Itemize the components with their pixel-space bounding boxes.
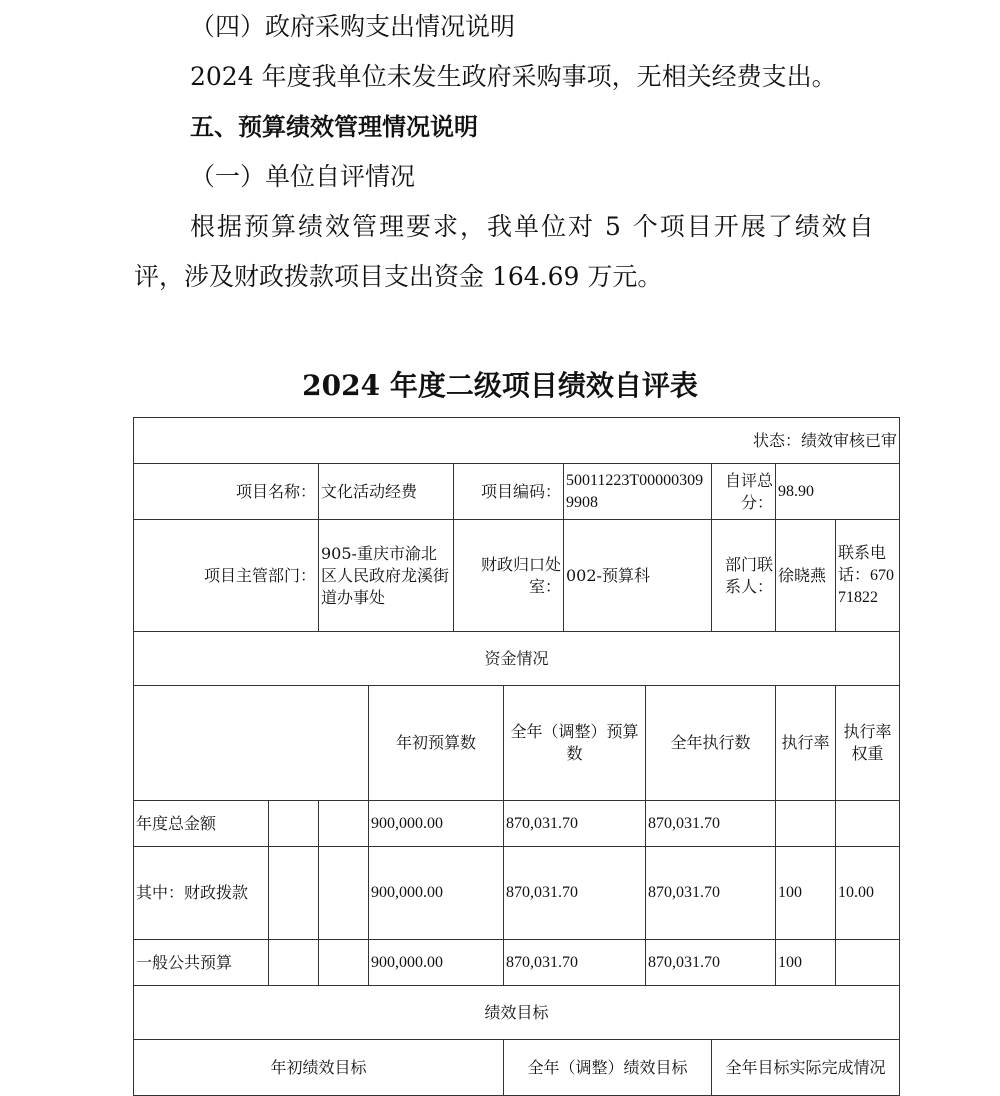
- funds-header-initial: 年初预算数: [369, 686, 504, 801]
- table-row: [134, 847, 900, 940]
- fund-row-rate: [776, 801, 836, 847]
- fund-row-adjusted: 870,031.70: [504, 801, 646, 847]
- section-5-1-heading: （一）单位自评情况: [190, 162, 416, 191]
- dept-label: 项目主管部门：: [134, 520, 319, 632]
- score-label: 自评总分：: [712, 464, 776, 520]
- fund-row-weight: [836, 801, 900, 847]
- fund-row-initial: 900,000.00: [369, 940, 504, 986]
- goals-header-initial: 年初绩效目标: [134, 1040, 504, 1096]
- phone-value: 67071822: [838, 566, 895, 606]
- fund-row-initial: 900,000.00: [369, 847, 504, 940]
- table-row: [134, 940, 900, 986]
- section-4-heading: （四）政府采购支出情况说明: [190, 12, 516, 41]
- phone-cell: [836, 520, 900, 632]
- goals-heading: 绩效目标: [134, 986, 900, 1040]
- fund-row-adjusted: 870,031.70: [504, 847, 646, 940]
- fund-row-weight: 10.00: [836, 847, 900, 940]
- fund-row-weight: [836, 940, 900, 986]
- section-5-1-text-line2: 评，涉及财政拨款项目支出资金 164.69 万元。: [134, 262, 663, 291]
- funds-header-blank: [134, 686, 369, 801]
- project-code-label: 项目编码：: [454, 464, 564, 520]
- goals-header-adjusted: 全年（调整）绩效目标: [504, 1040, 712, 1096]
- fund-row-label: 年度总金额: [134, 801, 269, 847]
- fund-row-executed: 870,031.70: [646, 801, 776, 847]
- finance-label: 财政归口处室：: [454, 520, 564, 632]
- fund-row-adjusted: 870,031.70: [504, 940, 646, 986]
- score-value: 98.90: [776, 464, 900, 520]
- section-5-heading: 五、预算绩效管理情况说明: [190, 113, 478, 141]
- funds-header-adjusted: 全年（调整）预算数: [504, 686, 646, 801]
- fund-row-rate: 100: [776, 940, 836, 986]
- funds-header-weight: 执行率权重: [836, 686, 900, 801]
- section-5-1-text-line1: 根据预算绩效管理要求，我单位对 5 个项目开展了绩效自: [190, 212, 876, 241]
- funds-heading: 资金情况: [134, 632, 900, 686]
- goals-header-actual: 全年目标实际完成情况: [712, 1040, 900, 1096]
- fund-row-initial: 900,000.00: [369, 801, 504, 847]
- status-cell: 状态：绩效审核已审: [134, 418, 900, 464]
- performance-table: [133, 417, 900, 1096]
- fund-row-rate: 100: [776, 847, 836, 940]
- contact-value: 徐晓燕: [776, 520, 836, 632]
- contact-label: 部门联系人：: [712, 520, 776, 632]
- table-row: [134, 801, 900, 847]
- funds-header-executed: 全年执行数: [646, 686, 776, 801]
- project-name-label: 项目名称：: [134, 464, 319, 520]
- section-4-text: 2024 年度我单位未发生政府采购事项，无相关经费支出。: [190, 62, 837, 91]
- project-name-value: 文化活动经费: [319, 464, 454, 520]
- table-title: 2024 年度二级项目绩效自评表: [302, 369, 698, 402]
- fund-row-executed: 870,031.70: [646, 847, 776, 940]
- finance-value: 002-预算科: [564, 520, 712, 632]
- phone-label: 联系电话：: [838, 544, 887, 584]
- dept-value: 905-重庆市渝北区人民政府龙溪街道办事处: [319, 520, 454, 632]
- fund-row-executed: 870,031.70: [646, 940, 776, 986]
- fund-row-label: 其中：财政拨款: [134, 847, 269, 940]
- funds-header-rate: 执行率: [776, 686, 836, 801]
- project-code-value: 50011223T000003099908: [564, 464, 712, 520]
- fund-row-label: 一般公共预算: [134, 940, 269, 986]
